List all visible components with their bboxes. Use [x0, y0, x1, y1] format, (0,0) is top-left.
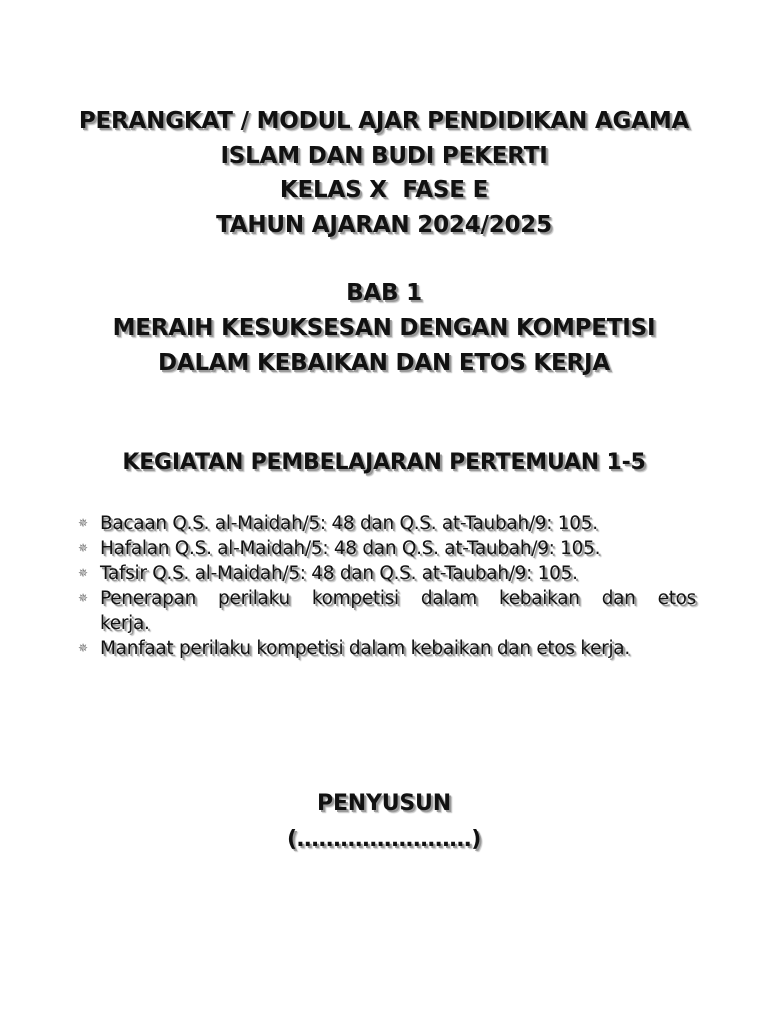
list-item: [76, 561, 696, 586]
list-item: [76, 636, 696, 661]
chapter-label: BAB 1: [346, 280, 422, 306]
sparkle-bullet-icon: ✵: [78, 566, 88, 580]
title-line-1: PERANGKAT / MODUL AJAR PENDIDIKAN AGAMA: [78, 108, 690, 134]
list-item-text: Penerapan perilaku kompetisi dalam kebaikan dan etos kerja.: [100, 588, 696, 634]
chapter-title-line-2: DALAM KEBAIKAN DAN ETOS KERJA: [157, 350, 611, 376]
title-line-3: KELAS X FASE E: [279, 177, 489, 203]
author-section: [40, 786, 728, 858]
chapter-title-line-1: MERAIH KESUKSESAN DENGAN KOMPETISI: [112, 315, 656, 341]
sparkle-bullet-icon: ✵: [78, 641, 88, 655]
author-placeholder: (……………………): [286, 827, 482, 852]
module-title: [40, 104, 728, 242]
list-item-text: Tafsir Q.S. al-Maidah/5: 48 dan Q.S. at-Taubah/9: 105.: [100, 563, 578, 584]
sparkle-bullet-icon: ✵: [78, 591, 88, 605]
title-line-4: TAHUN AJARAN 2024/2025: [216, 211, 552, 238]
list-item: [76, 511, 696, 536]
list-item: [76, 536, 696, 561]
list-item-text: Hafalan Q.S. al-Maidah/5: 48 dan Q.S. at-Taubah/9: 105.: [100, 538, 601, 559]
list-item: [76, 586, 696, 636]
list-item-text: Bacaan Q.S. al-Maidah/5: 48 dan Q.S. at-Taubah/9: 105.: [100, 513, 598, 534]
title-line-2: ISLAM DAN BUDI PEKERTI: [220, 142, 548, 169]
chapter-heading: [40, 276, 728, 381]
sparkle-bullet-icon: ✵: [78, 541, 88, 555]
activities-title: KEGIATAN PEMBELAJARAN PERTEMUAN 1-5: [122, 450, 646, 475]
activities-list: [76, 511, 696, 661]
author-label: PENYUSUN: [317, 791, 451, 816]
sparkle-bullet-icon: ✵: [78, 516, 88, 530]
list-item-text: Manfaat perilaku kompetisi dalam kebaikan dan etos kerja.: [100, 638, 630, 659]
